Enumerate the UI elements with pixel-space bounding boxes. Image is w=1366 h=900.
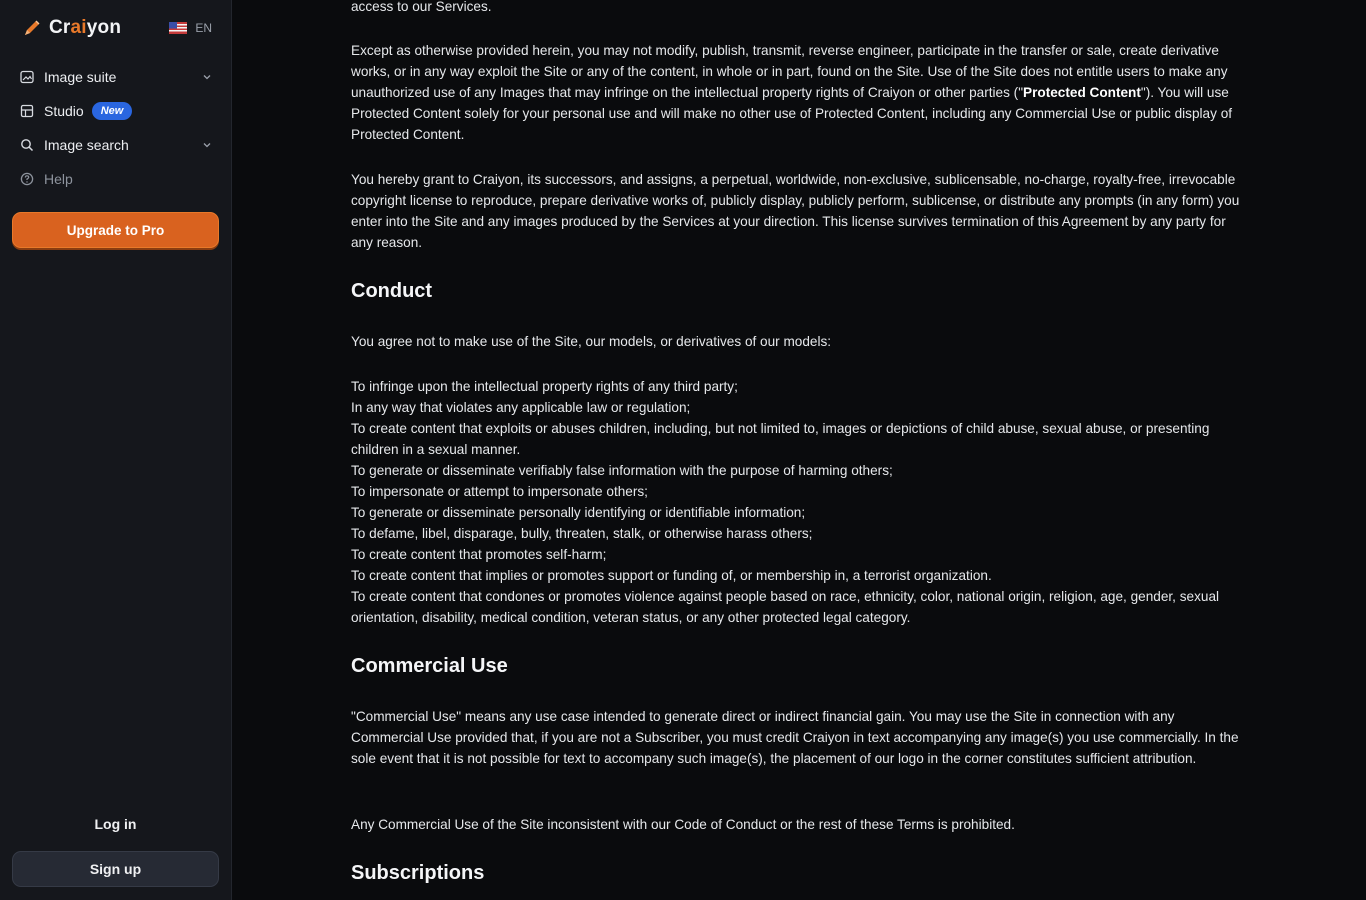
upgrade-to-pro-button[interactable]: Upgrade to Pro — [12, 212, 219, 248]
paragraph: You agree not to make use of the Site, our models, or derivatives of our models: — [351, 334, 832, 349]
image-icon — [20, 70, 34, 84]
sidebar — [0, 0, 232, 900]
list-item: To create content that condones or promotes violence against people based on race, ethnicity, color, national origin, religion, age, gender, sexual orientation, disability, medical condition, veteran status, or any other protected legal category. — [351, 589, 1220, 625]
list-item: To generate or disseminate personally identifying or identifiable information; — [351, 505, 806, 520]
list-item: To create content that implies or promotes support or funding of, or membership in, a terrorist organization. — [351, 568, 992, 583]
logo-text[interactable]: Craiyon — [49, 17, 122, 38]
grid-icon — [20, 104, 34, 118]
paragraph: You hereby grant to Craiyon, its successors, and assigns, a perpetual, worldwide, non-exclusive, sublicensable, no-charge, royalty-free, irrevocable copyright license to reproduce, prepare derivative works of, publicly display, publicly perform, sublicense, or distribute any prompts (in any form) you enter into the Site and any images produced by the Services at your direction. This license survives termination of this Agreement by any party for any reason. — [351, 172, 1240, 250]
list-item: In any way that violates any applicable law or regulation; — [351, 400, 691, 415]
sidebar-item-studio[interactable] — [10, 94, 222, 128]
protected-content-term: Protected Content — [1023, 85, 1141, 100]
search-icon — [20, 138, 34, 152]
list-item: To infringe upon the intellectual property rights of any third party; — [351, 379, 738, 394]
chevron-down-icon — [202, 140, 212, 150]
language-selector[interactable] — [169, 21, 212, 35]
section-heading-commercial-use: Commercial Use — [351, 655, 508, 677]
paragraph: access to our Services. — [351, 0, 492, 14]
sidebar-item-label: Help — [44, 171, 73, 187]
section-heading-conduct: Conduct — [351, 280, 433, 302]
language-label: EN — [195, 21, 212, 35]
new-badge: New — [92, 102, 133, 120]
signup-button[interactable]: Sign up — [12, 851, 219, 887]
chevron-down-icon — [202, 72, 212, 82]
sidebar-nav — [10, 60, 222, 196]
us-flag-icon — [169, 22, 187, 34]
paragraph: Any Commercial Use of the Site inconsistent with our Code of Conduct or the rest of these Terms is prohibited. — [351, 817, 1015, 832]
conduct-list — [351, 376, 1246, 628]
pencil-logo-icon — [22, 18, 42, 38]
list-item: To create content that exploits or abuses children, including, but not limited to, images or depictions of child abuse, sexual abuse, or presenting children in a sexual manner. — [351, 421, 1210, 457]
list-item: To defame, libel, disparage, bully, threaten, stalk, or otherwise harass others; — [351, 526, 813, 541]
section-heading-subscriptions: Subscriptions — [351, 862, 485, 884]
sidebar-item-label: Studio — [44, 103, 84, 119]
paragraph: Except as otherwise provided herein, you may not modify, publish, transmit, reverse engineer, participate in the transfer or sale, create derivative works, or in any way exploit the Site or any of the content, in whole or in part, found on the Site. Use of the Site does not entitle users to make any unauthorized use of any Images that may infringe on the intellectual property rights of Craiyon or other parties ("Protected Content"). You will use Protected Content solely for your personal use and will make no other use of Protected Content, including any Commercial Use or public display of Protected Content. — [351, 43, 1233, 142]
sidebar-item-image-suite[interactable] — [10, 60, 222, 94]
paragraph: "Commercial Use" means any use case intended to generate direct or indirect financial gain. You may use the Site in connection with any Commercial Use provided that, if you are not a Subscriber, you must credit Craiyon in text accompanying any image(s) you use commercially. In the sole event that it is not possible for text to accompany such image(s), the placement of our logo in the corner constitutes sufficient attribution. — [351, 709, 1239, 766]
list-item: To generate or disseminate verifiably false information with the purpose of harming others; — [351, 463, 893, 478]
login-button[interactable]: Log in — [94, 816, 137, 832]
sidebar-item-help[interactable] — [10, 162, 222, 196]
list-item: To create content that promotes self-harm; — [351, 547, 607, 562]
logo-row — [22, 16, 212, 40]
sidebar-item-label: Image suite — [44, 69, 117, 85]
sidebar-item-label: Image search — [44, 137, 129, 153]
sidebar-item-image-search[interactable] — [10, 128, 222, 162]
list-item: To impersonate or attempt to impersonate others; — [351, 484, 648, 499]
help-icon — [20, 172, 34, 186]
